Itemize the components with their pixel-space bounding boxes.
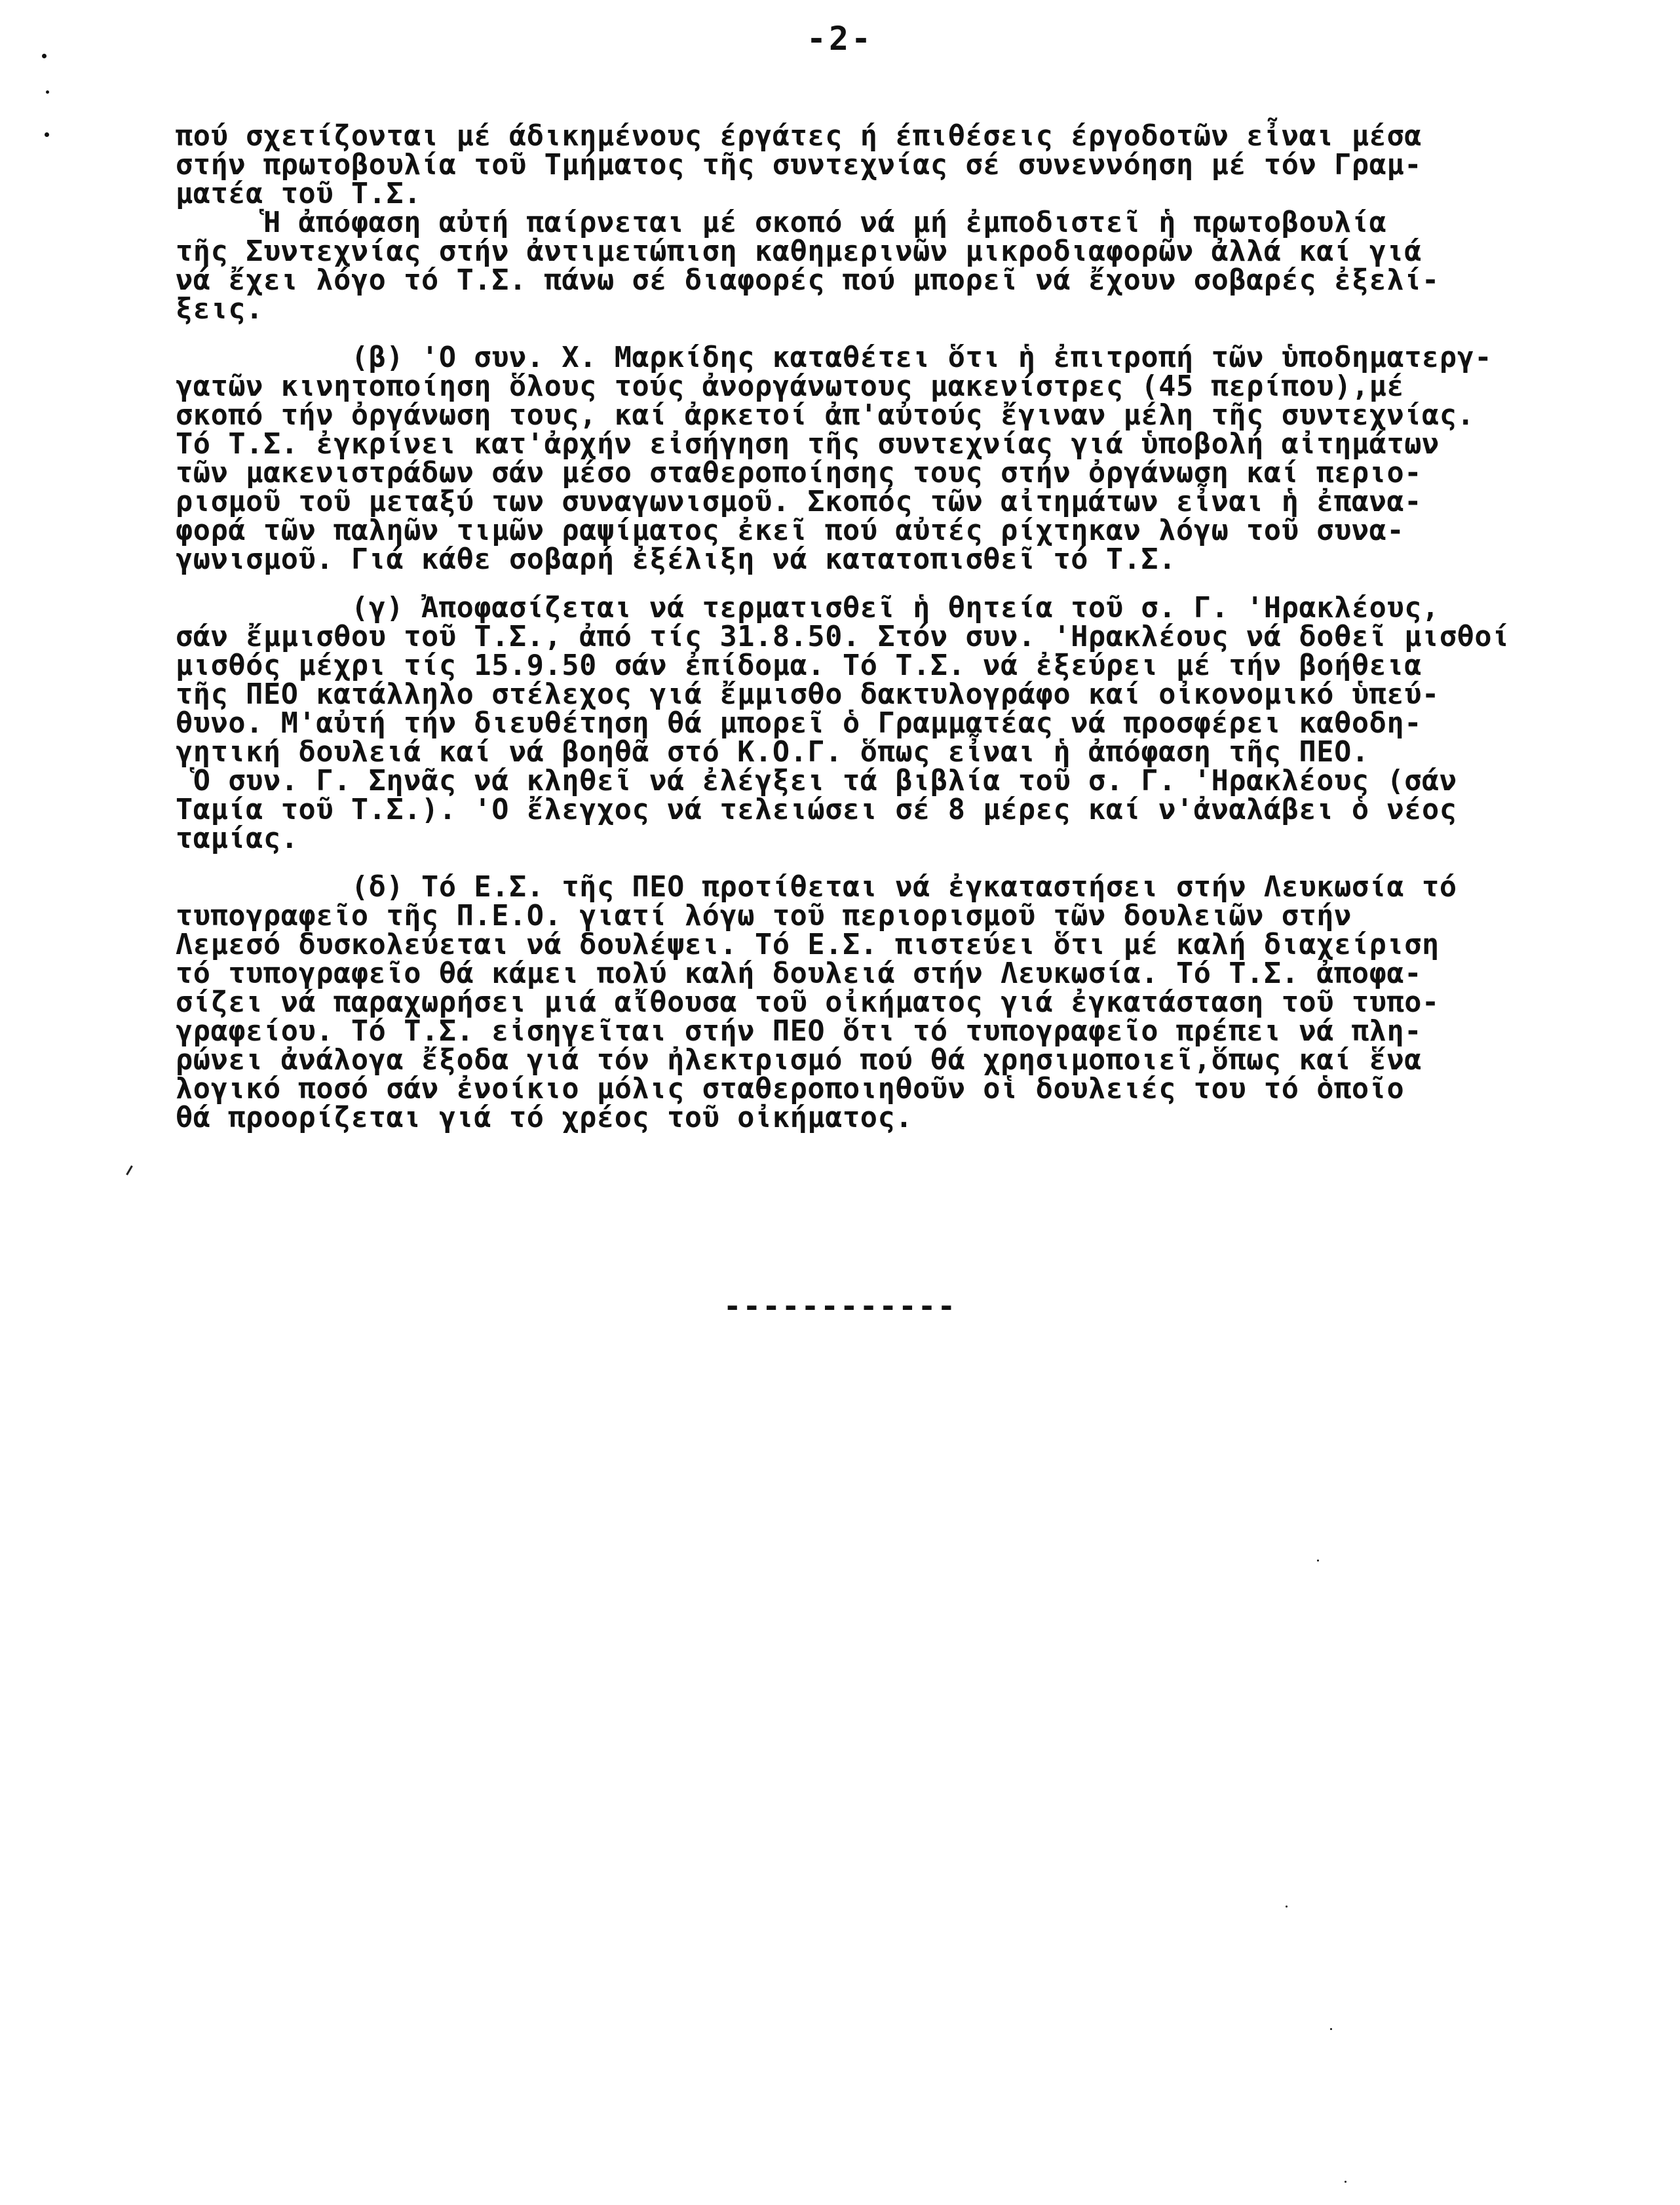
text-line: θά προορίζεται γιά τό χρέος τοῦ οἰκήματος. (176, 1102, 913, 1134)
margin-speck (42, 54, 47, 58)
text-line: Τό Τ.Σ. ἐγκρίνει κατ'ἀρχήν εἰσήγηση τῆς συντεχνίας γιά ὑποβολή αἰτημάτων (176, 428, 1440, 461)
margin-speck (1345, 2181, 1346, 2183)
text-line: γραφείου. Τό Τ.Σ. εἰσηγεῖται στήν ΠΕΟ ὅτι τό τυπογραφεῖο πρέπει νά πλη- (176, 1015, 1422, 1048)
margin-speck (1330, 2028, 1332, 2030)
text-line: σίζει νά παραχωρήσει μιά αἴθουσα τοῦ οἰκήματος γιά ἐγκατάσταση τοῦ τυπο- (176, 986, 1440, 1019)
paragraph-gamma (176, 594, 1624, 853)
text-line: πού σχετίζονται μέ άδικημένους έργάτες ή έπιθέσεις έργοδοτῶν εἶναι μέσα (176, 120, 1422, 153)
text-line: τῶν μακενιστράδων σάν μέσο σταθεροποίησης τους στήν ὀργάνωση καί περιο- (176, 457, 1422, 489)
text-line: (δ) Τό Ε.Σ. τῆς ΠΕΟ προτίθεται νά ἐγκαταστήσει στήν Λευκωσία τό (176, 871, 1457, 904)
text-line: ρισμοῦ τοῦ μεταξύ των συναγωνισμοῦ. Σκοπός τῶν αἰτημάτων εἶναι ἡ ἐπανα- (176, 486, 1422, 518)
paragraph-intro (176, 122, 1624, 324)
section-divider: ------------ (723, 1288, 957, 1324)
margin-speck (1317, 1560, 1319, 1562)
text-line: γητική δουλειά καί νά βοηθᾶ στό Κ.Ο.Γ. ὅπως εἶναι ἡ ἀπόφαση τῆς ΠΕΟ. (176, 736, 1369, 769)
text-line: θυνο. Μ'αὐτή τήν διευθέτηση θά μπορεῖ ὁ Γραμματέας νά προσφέρει καθοδη- (176, 707, 1422, 740)
text-line: Ἡ ἀπόφαση αὐτή παίρνεται μέ σκοπό νά μή ἐμποδιστεῖ ἡ πρωτοβουλία (176, 206, 1387, 239)
text-line: Λεμεσό δυσκολεύεται νά δουλέψει. Τό Ε.Σ. πιστεύει ὅτι μέ καλή διαχείριση (176, 929, 1440, 961)
text-line: λογικό ποσό σάν ἐνοίκιο μόλις σταθεροποιηθοῦν οἱ δουλειές του τό ὁποῖο (176, 1073, 1405, 1105)
text-line: γωνισμοῦ. Γιά κάθε σοβαρή ἐξέλιξη νά κατατοπισθεῖ τό Τ.Σ. (176, 543, 1176, 576)
margin-mark (126, 1165, 133, 1175)
margin-speck (1286, 1906, 1288, 1908)
text-line: φορά τῶν παληῶν τιμῶν ραψίματος ἐκεῖ πού αὐτές ρίχτηκαν λόγω τοῦ συνα- (176, 514, 1405, 547)
text-line: σκοπό τήν ὀργάνωση τους, καί ἀρκετοί ἀπ'αὐτούς ἔγιναν μέλη τῆς συντεχνίας. (176, 399, 1475, 432)
text-line: τυπογραφεῖο τῆς Π.Ε.Ο. γιατί λόγω τοῦ περιορισμοῦ τῶν δουλειῶν στήν (176, 900, 1352, 932)
text-line: τῆς ΠΕΟ κατάλληλο στέλεχος γιά ἔμμισθο δακτυλογράφο καί οἰκονομικό ὑπεύ- (176, 678, 1440, 711)
text-line: ρώνει ἀνάλογα ἔξοδα γιά τόν ἠλεκτρισμό πού θά χρησιμοποιεῖ,ὅπως καί ἕνα (176, 1044, 1422, 1077)
document-body (176, 122, 1624, 1132)
margin-speck (45, 132, 49, 137)
page-number: -2- (806, 20, 874, 58)
text-line: Ταμία τοῦ Τ.Σ.). 'Ο ἔλεγχος νά τελειώσει σέ 8 μέρες καί ν'ἀναλάβει ὁ νέος (176, 794, 1457, 826)
text-line: μισθός μέχρι τίς 15.9.50 σάν ἐπίδομα. Τό Τ.Σ. νά ἐξεύρει μέ τήν βοήθεια (176, 649, 1422, 682)
text-line: γατῶν κινητοποίηση ὅλους τούς ἀνοργάνωτους μακενίστρες (45 περίπου),μέ (176, 370, 1405, 403)
text-line: τό τυπογραφεῖο θά κάμει πολύ καλή δουλειά στήν Λευκωσία. Τό Τ.Σ. ἀποφα- (176, 957, 1422, 990)
text-line: στήν πρωτοβουλία τοῦ Τμήματος τῆς συντεχνίας σέ συνεννόηση μέ τόν Γραμ- (176, 149, 1422, 182)
text-line: νά ἔχει λόγο τό Τ.Σ. πάνω σέ διαφορές πού μπορεῖ νά ἔχουν σοβαρές ἐξελί- (176, 264, 1440, 297)
text-line: ματέα τοῦ Τ.Σ. (176, 178, 422, 210)
paragraph-delta (176, 873, 1624, 1132)
text-line: Ὁ συν. Γ. Σηνᾶς νά κληθεῖ νά ἐλέγξει τά βιβλία τοῦ σ. Γ. 'Ηρακλέους (σάν (176, 765, 1457, 797)
text-line: ξεις. (176, 293, 263, 326)
text-line: (γ) Ἀποφασίζεται νά τερματισθεῖ ἡ θητεία τοῦ σ. Γ. 'Ηρακλέους, (176, 592, 1440, 624)
text-line: (β) 'Ο συν. Χ. Μαρκίδης καταθέτει ὅτι ἡ ἐπιτροπή τῶν ὑποδηματεργ- (176, 341, 1493, 374)
margin-speck (46, 90, 49, 94)
paragraph-beta (176, 343, 1624, 574)
text-line: σάν ἔμμισθου τοῦ Τ.Σ., ἀπό τίς 31.8.50. Στόν συν. 'Ηρακλέους νά δοθεῖ μισθοί (176, 621, 1510, 653)
text-line: ταμίας. (176, 822, 299, 855)
text-line: τῆς Συντεχνίας στήν ἀντιμετώπιση καθημερινῶν μικροδιαφορῶν ἀλλά καί γιά (176, 235, 1422, 268)
